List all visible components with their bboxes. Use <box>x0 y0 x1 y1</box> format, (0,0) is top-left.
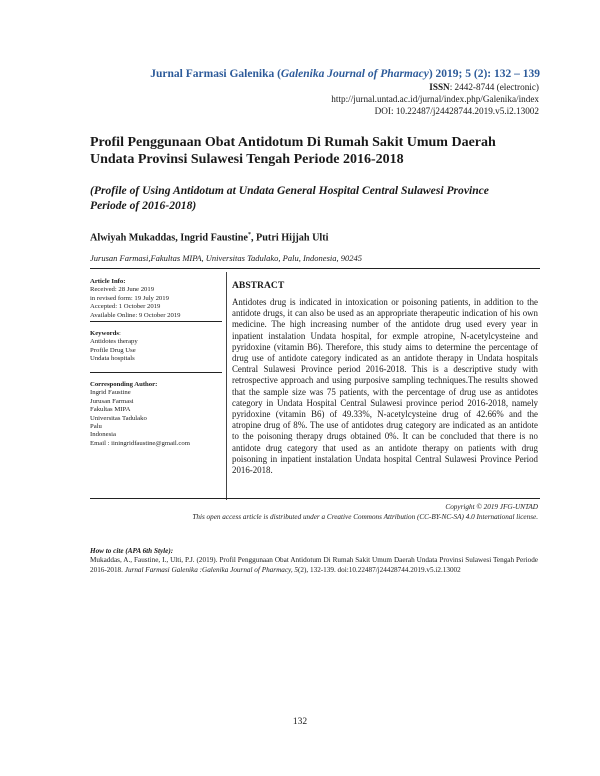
article-info <box>90 278 222 320</box>
abstract-body: Antidotes drug is indicated in intoxication or poisoning patients, in addition to the antidote drugs, it can also be used as an appropriate therapeutic indication of his own medicine. The high increasing number of the antidote drug used every year in inpatient instalation Undata hospital, for exmple atropine, N-acetylcysteine and pyridoxine (vitamin B6). Therefore, this study aims to determine the percentage of drug use of antidote category indicated as an antidote therapy in Undata hospitals Central Sulawesi Province period 2016-2018. This is a descriptive study with retrospective approach and using purposive sampling techniques.The results showed that the sample size was 75 patients, with the percentage of drug use as antidotes category in Undata Hospital Central Sulawesi province period 2016-2018, namely pyridoxine (vitamin B6) of 49.33%, N-acetylcysteine drug of 42.66% and the atropine drug of 8%. The use of antidotes drug category are indicated as an antidote to the poisoning therapy drugs obtained 0%. It can be concluded that there is no antidote drug category that used as an antidote therapy on patients with drug poisoning in inpatient instalation Undata hospital Central Sulawesi Province Period 2016-2018. <box>232 297 538 476</box>
article-info-item: Received: 28 June 2019 <box>90 286 155 294</box>
corresponding-heading: Corresponding Author: <box>90 381 158 388</box>
article-info-heading: Article Info: <box>90 278 126 285</box>
article-info-item: Accepted: 1 October 2019 <box>90 303 161 311</box>
corresponding-item: Universitas Tadulako <box>90 414 147 422</box>
author-list <box>90 232 328 243</box>
keyword-item: Antidotes therapy <box>90 338 138 346</box>
journal-url[interactable]: http://jurnal.untad.ac.id/jurnal/index.php/Galenika/index <box>331 94 539 104</box>
keyword-item: Undata hospitals <box>90 355 135 363</box>
license-text: This open access article is distributed under a Creative Commons Attribution (CC-BY-NC-SA) 4.0 International license. <box>192 512 538 521</box>
citation-journal: Jurnal Farmasi Galenika :Galenika Journal of Pharmacy, 5 <box>124 565 299 574</box>
corresponding-item: Ingrid Faustine <box>90 389 131 397</box>
corresponding-item: Jurusan Farmasi <box>90 397 134 405</box>
page-number: 132 <box>292 717 308 727</box>
citation-pages-doi: (2), 132-139. doi:10.22487/j24428744.2019.v5.i2.13002 <box>298 565 461 574</box>
keywords-colon: : <box>118 330 121 337</box>
how-to-cite-heading: How to cite (APA 6th Style): <box>90 547 174 555</box>
volume-info: ) 2019; 5 (2): 132 – 139 <box>428 68 540 80</box>
corresponding-item: Fakultas MIPA <box>90 406 131 414</box>
sidebar-divider <box>90 321 222 322</box>
corresponding-email[interactable]: Email : iiningridfaustine@gmail.com <box>90 439 190 447</box>
paper-title-line: Profil Penggunaan Obat Antidotum Di Rumah Sakit Umum Daerah <box>90 135 496 150</box>
issn-line <box>429 82 539 94</box>
divider-bottom <box>90 498 540 499</box>
corresponding-item: Palu <box>90 423 102 431</box>
paper-title-line: Undata Provinsi Sulawesi Tengah Periode 2016-2018 <box>90 152 404 167</box>
corresponding-mark: * <box>247 232 251 238</box>
citation-text <box>90 556 538 575</box>
journal-header <box>60 68 540 80</box>
keyword-item: Profile Drug Use <box>90 346 136 354</box>
issn-label: ISSN <box>429 82 450 92</box>
paper-title <box>90 134 540 168</box>
paper-subtitle <box>90 184 540 213</box>
copyright-text: Copyright © 2019 JFG-UNTAD <box>445 503 538 511</box>
how-to-cite <box>90 547 538 575</box>
journal-name-en: Galenika Journal of Pharmacy <box>280 68 429 80</box>
keywords-block <box>90 330 222 364</box>
keywords-heading: Keywords <box>90 330 119 337</box>
issn-value: : 2442-8744 (electronic) <box>449 82 539 92</box>
journal-name: Jurnal Farmasi Galenika ( <box>150 68 281 80</box>
journal-doi[interactable]: DOI: 10.22487/j24428744.2019.v5.i2.13002 <box>374 106 539 116</box>
copyright-block <box>192 503 538 522</box>
author-names-b: , Putri Hijjah Ulti <box>250 232 329 244</box>
article-info-item: in revised form: 19 July 2019 <box>90 294 169 302</box>
author-names-a: Alwiyah Mukaddas, Ingrid Faustine <box>90 232 248 244</box>
corresponding-author <box>90 381 222 448</box>
divider-top <box>90 268 540 269</box>
citation-authors: Mukaddas, A., Faustine, I., Ulti, P.J. (2019). Profil Penggunaan Obat Antidotum Di Rumah Sakit Umum Daerah Undata Provinsi Sulawesi Tengah Periode 2016-2018. <box>90 556 538 574</box>
abstract-heading: ABSTRACT <box>232 280 285 291</box>
affiliation: Jurusan Farmasi,Fakultas MIPA, Universitas Tadulako, Palu, Indonesia, 90245 <box>90 253 362 263</box>
corresponding-item: Indonesia <box>90 431 116 439</box>
sidebar-divider <box>90 372 222 373</box>
paper-subtitle-line: Periode of 2016-2018) <box>90 198 197 212</box>
column-divider <box>226 272 227 500</box>
article-info-item: Available Online: 9 October 2019 <box>90 311 181 319</box>
paper-subtitle-line: (Profile of Using Antidotum at Undata General Hospital Central Sulawesi Province <box>90 184 489 197</box>
